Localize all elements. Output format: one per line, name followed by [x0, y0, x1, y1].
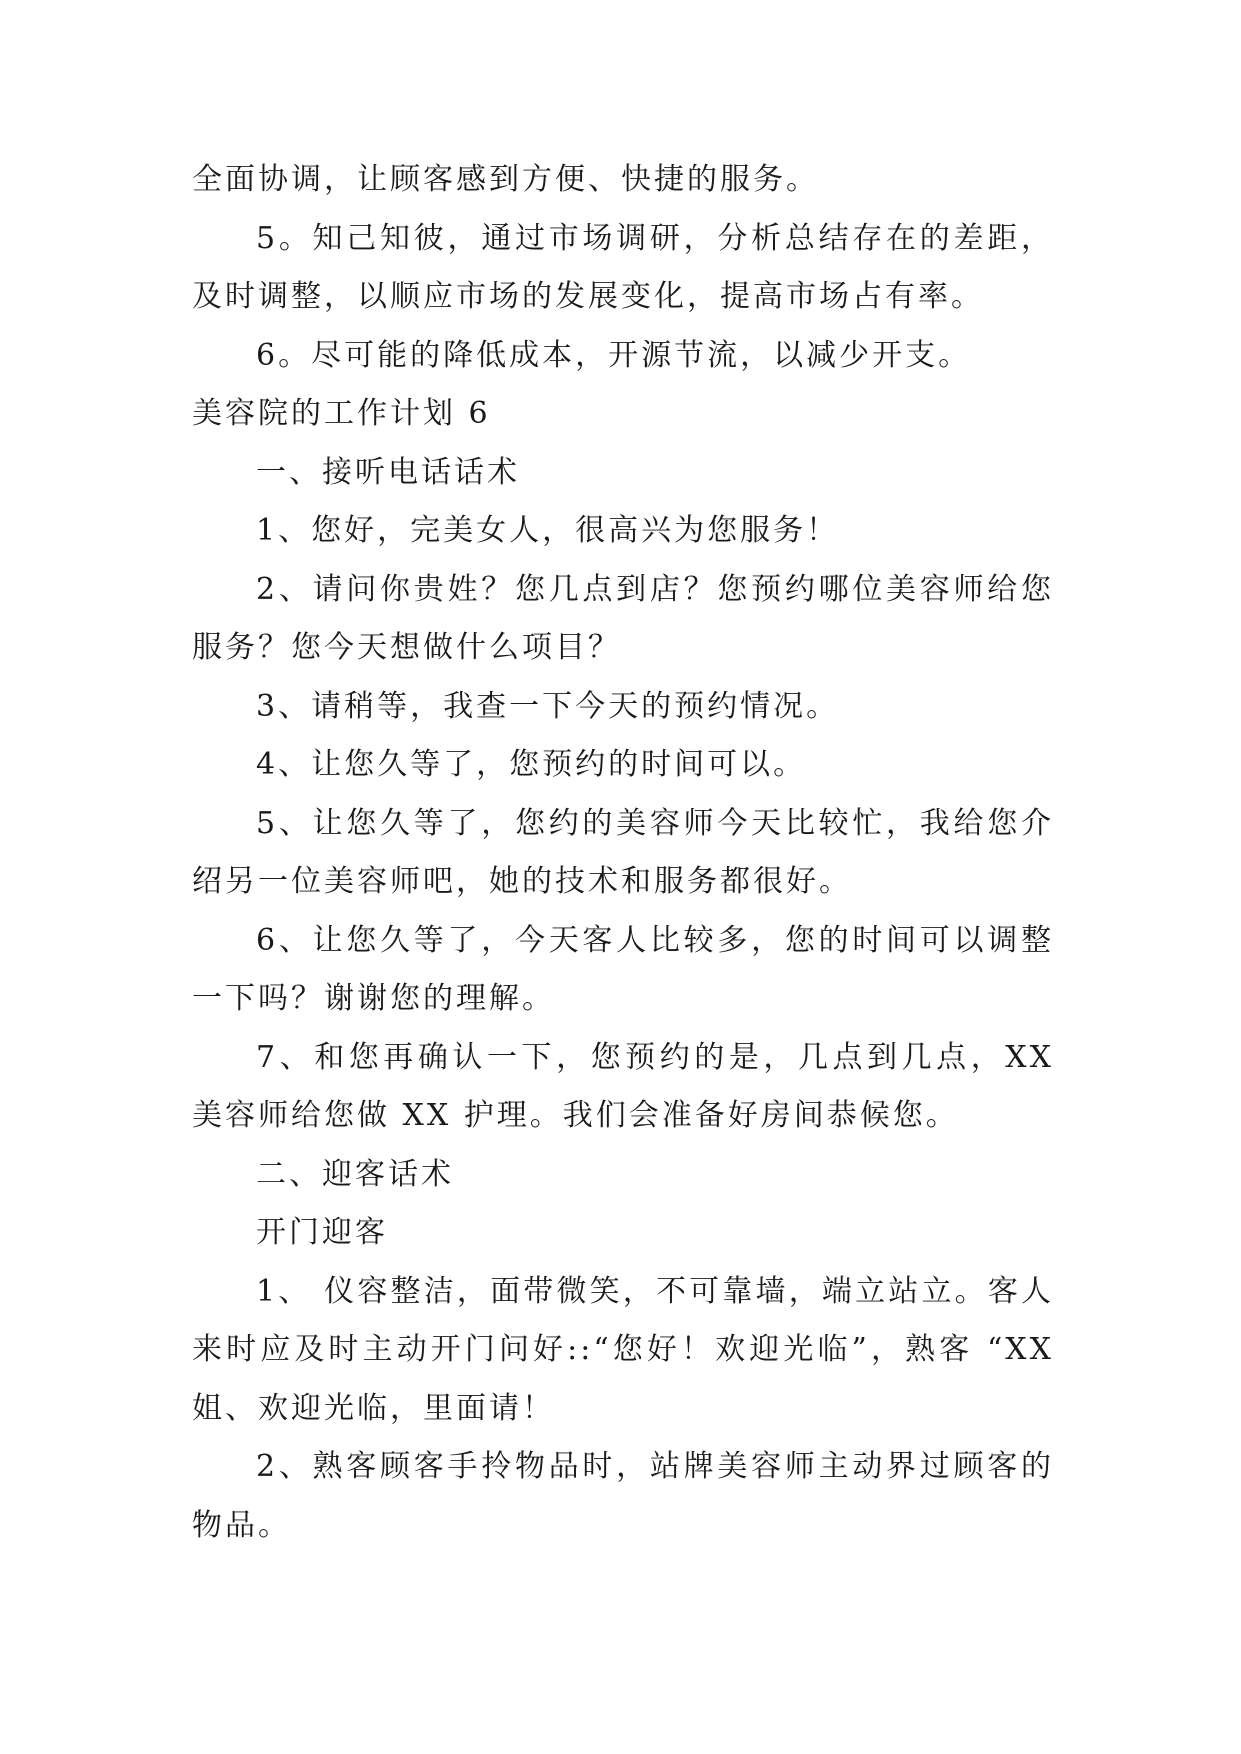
- list-item: 7、和您再确认一下，您预约的是，几点到几点，XX 美容师给您做 XX 护理。我们会准备好房间恭候您。: [192, 1039, 1054, 1133]
- list-item: 2、请问你贵姓？您几点到店？您预约哪位美容师给您服务？您今天想做什么项目？: [192, 571, 1054, 665]
- subheading-greeting-script: 二、迎客话术: [256, 1156, 454, 1192]
- list-item: 1、您好，完美女人，很高兴为您服务！: [256, 513, 840, 548]
- list-item: 3、请稍等，我查一下今天的预约情况。: [256, 688, 840, 724]
- paragraph-2: 5。知己知彼，通过市场调研，分析总结存在的差距，及时调整，以顺应市场的发展变化，提高市场占有率。: [192, 220, 1054, 314]
- document-body: [192, 151, 1054, 1555]
- list-item: 4、让您久等了，您预约的时间可以。: [256, 747, 807, 782]
- paragraph-1: 全面协调，让顾客感到方便、快捷的服务。: [192, 162, 819, 197]
- list-item: 5、让您久等了，您约的美容师今天比较忙，我给您介绍另一位美容师吧，她的技术和服务都很好。: [192, 805, 1054, 899]
- section-heading: 美容院的工作计划 6: [192, 396, 491, 431]
- subheading-open-door: 开门迎客: [256, 1215, 388, 1250]
- list-item: 6、让您久等了，今天客人比较多，您的时间可以调整一下吗？谢谢您的理解。: [192, 922, 1054, 1016]
- subheading-phone-script: 一、接听电话话术: [256, 454, 520, 490]
- list-item: 1、 仪容整洁，面带微笑，不可靠墙，端立站立。客人来时应及时主动开门问好::“您好！欢迎光临”，熟客 “XX 姐、欢迎光临，里面请！: [192, 1273, 1054, 1426]
- paragraph-3: 6。尽可能的降低成本，开源节流，以减少开支。: [256, 337, 972, 373]
- list-item: 2、熟客顾客手拎物品时，站牌美容师主动界过顾客的物品。: [192, 1449, 1054, 1543]
